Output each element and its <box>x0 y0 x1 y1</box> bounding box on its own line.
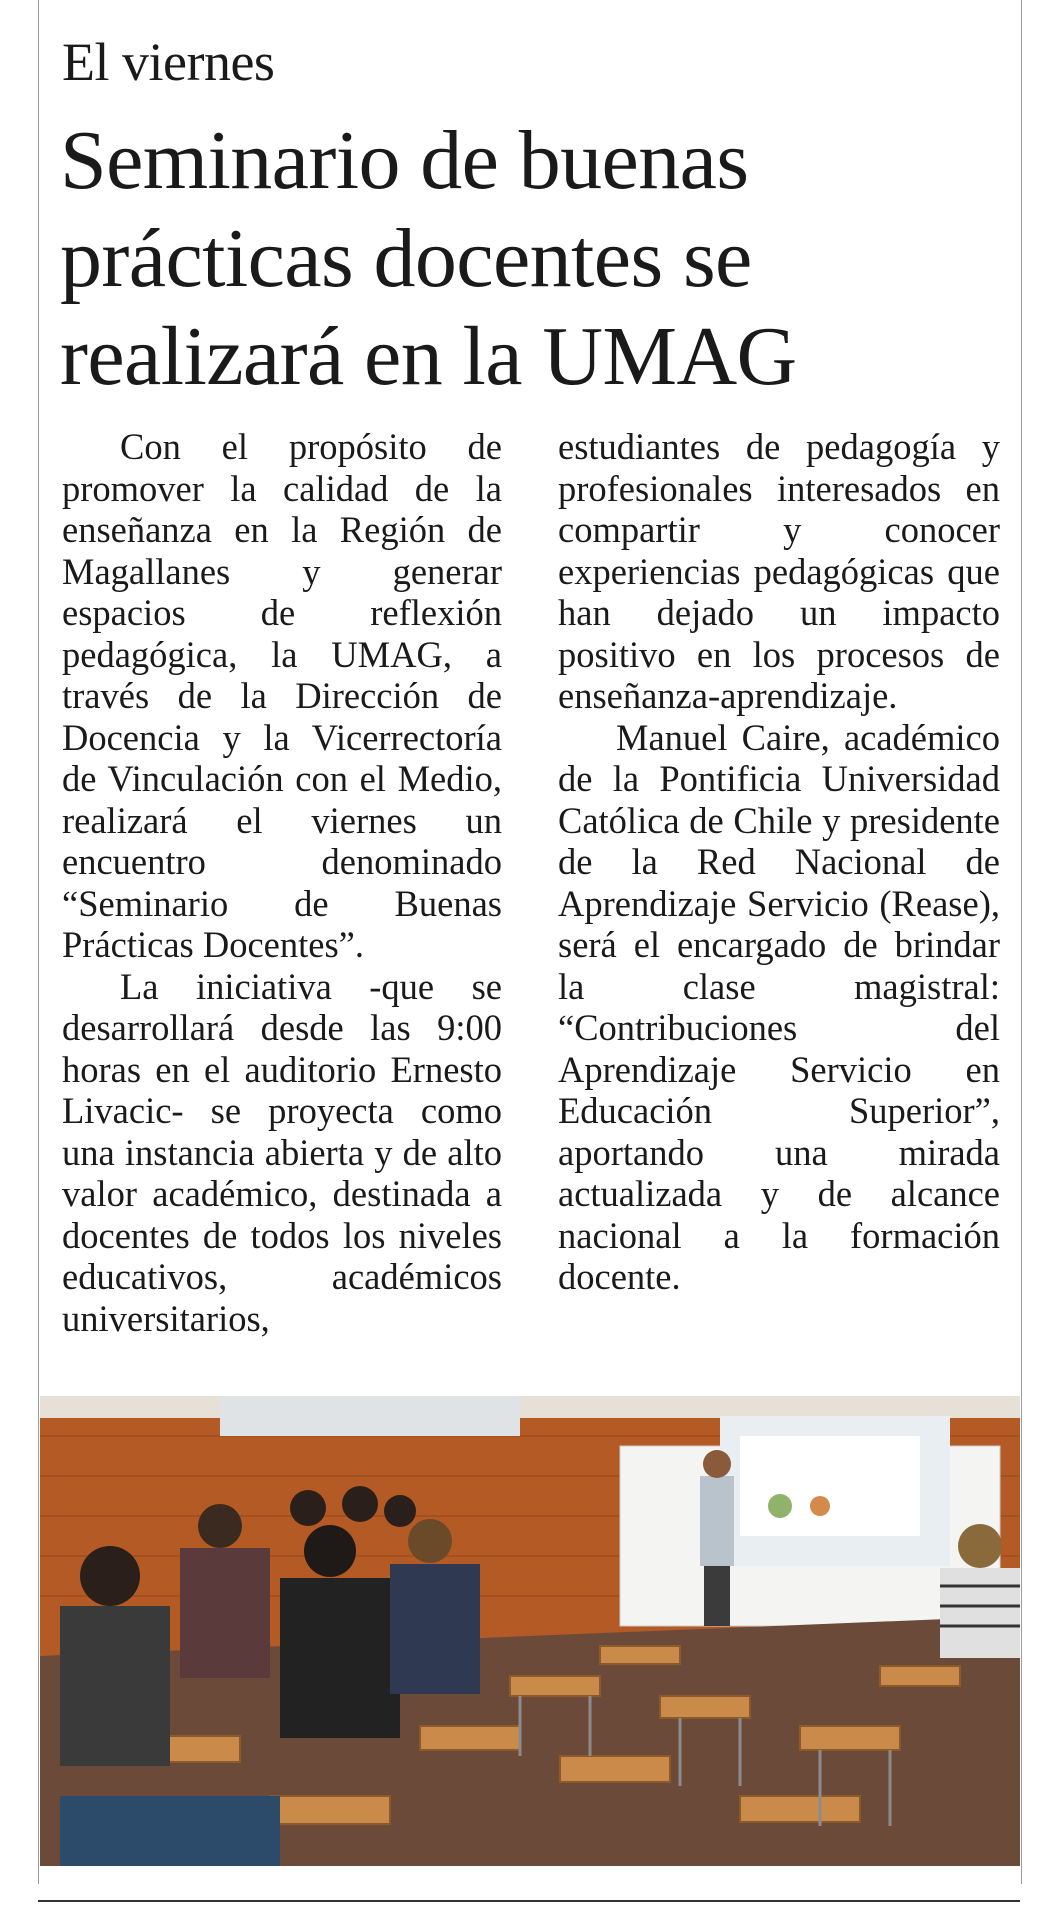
kicker: El viernes <box>62 32 275 92</box>
body-column-left <box>62 426 502 1339</box>
headline <box>60 112 1000 406</box>
headline-line-1: Seminario de buenas <box>60 114 749 207</box>
paragraph-2: La iniciativa -que se desarrollará desde las 9:00 horas en el auditorio Ernesto Livacic- se proyecta como una instancia abierta y de alto valor académico, destinada a docentes de todos los niveles educativos, académicos universitarios, <box>62 965 502 1339</box>
headline-line-2: prácticas docentes se <box>60 212 752 305</box>
body-column-right <box>558 426 1000 1298</box>
paragraph-3: Manuel Caire, académico de la Pontificia Universidad Católica de Chile y presidente de la Red Nacional de Aprendizaje Servicio (Rease), será el encargado de brindar la clase magistral: “Contribuciones del Aprendizaje Servicio en Educación Superior”, aportando una mirada actualizada y de alcance nacional a la formación docente. <box>558 716 1000 1297</box>
paragraph-1: Con el propósito de promover la calidad de la enseñanza en la Región de Magallanes y generar espacios de reflexión pedagógica, la UMAG, a través de la Dirección de Docencia y la Vicerrectoría de Vinculación con el Medio, realizará el viernes un encuentro denominado “Seminario de Buenas Prácticas Docentes”. <box>62 426 502 965</box>
paragraph-2-continued: estudiantes de pedagogía y profesionales interesados en compartir y conocer experiencias pedagógicas que han dejado un impacto positivo en los procesos de enseñanza-aprendizaje. <box>558 426 1000 716</box>
classroom-photo-illustration <box>40 1396 1020 1866</box>
bottom-rule <box>38 1900 1020 1902</box>
classroom-photo <box>40 1396 1020 1866</box>
headline-line-3: realizará en la UMAG <box>60 310 797 403</box>
